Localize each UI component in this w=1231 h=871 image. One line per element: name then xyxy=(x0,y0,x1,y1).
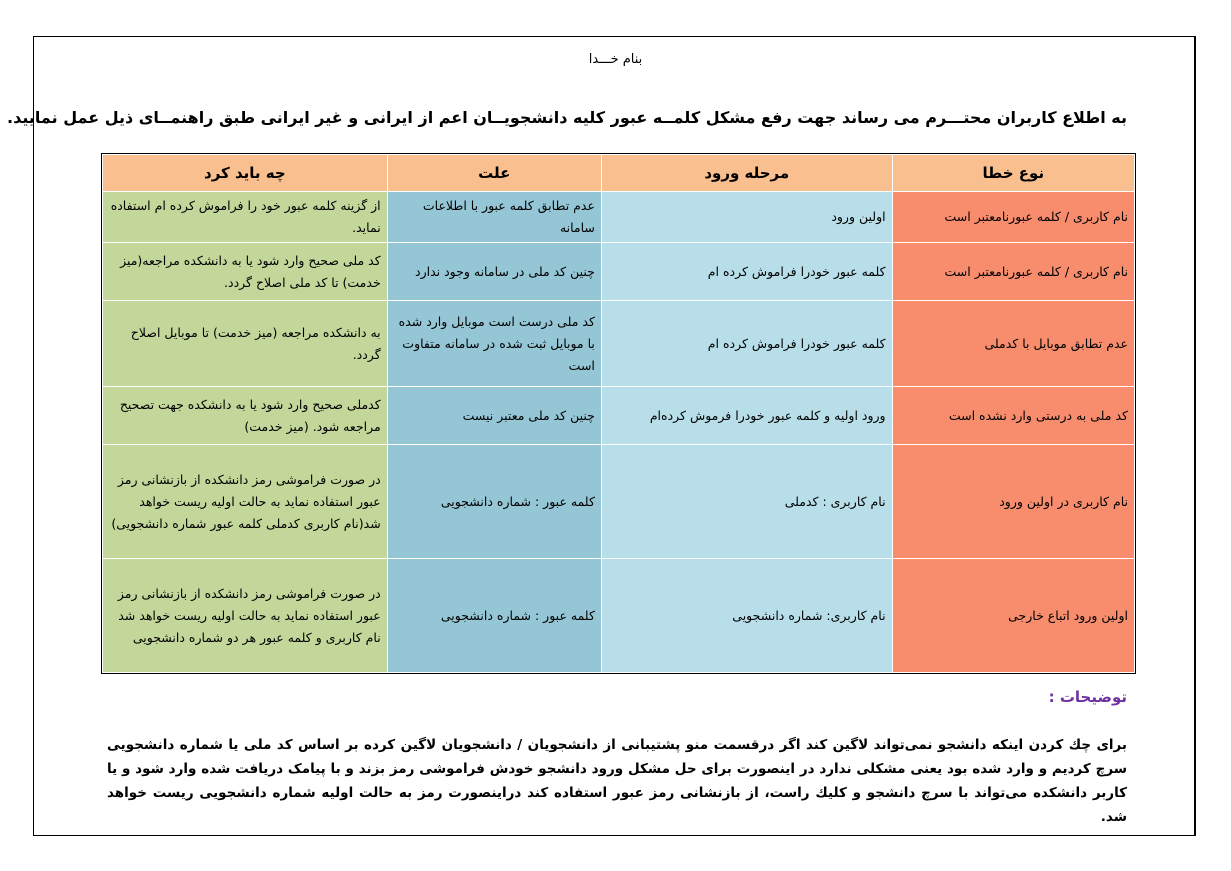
header-cause: علت xyxy=(387,155,601,192)
cell-cause: چنین کد ملی معتبر نیست xyxy=(387,387,601,445)
cell-login-step: کلمه عبور خودرا فراموش کرده ام xyxy=(601,243,892,301)
cell-cause: کلمه عبور : شماره دانشجویی xyxy=(387,559,601,673)
cell-what-to-do: کد ملی صحیح وارد شود یا به دانشکده مراجعه(میز خدمت) تا کد ملی اصلاح گردد. xyxy=(103,243,388,301)
cell-what-to-do: در صورت فراموشی رمز دانشکده از بازنشانی رمز عبور استفاده نماید به حالت اولیه ریست خواهد شد(نام کاربری کدملی کلمه عبور شماره دانشجویی) xyxy=(103,445,388,559)
header-what-to-do: چه باید کرد xyxy=(103,155,388,192)
cell-error-type: اولین ورود اتباع خارجی xyxy=(892,559,1134,673)
cell-login-step: کلمه عبور خودرا فراموش کرده ام xyxy=(601,301,892,387)
cell-what-to-do: در صورت فراموشی رمز دانشکده از بازنشانی رمز عبور استفاده نماید به حالت اولیه ریست خواهد شد نام کاربری و کلمه عبور هر دو شماره دانشجویی xyxy=(103,559,388,673)
table-row xyxy=(103,243,1135,301)
notes-heading: توضیحات : xyxy=(1048,688,1127,706)
cell-error-type: عدم تطابق موبایل با کدملی xyxy=(892,301,1134,387)
notes-body: برای چك كردن اینكه دانشجو نمی‌تواند لاگین كند اگر درقسمت منو پشتیبانی از دانشجویان / دانشجویان لاگین کرده بر اساس کد ملی یا شماره دانشجویی سرچ کردیم و وارد شده بود یعنی مشکلی ندارد در اینصورت برای حل مشکل ورود دانشجو خودش فراموشی رمز بزند و با پیامک دریافت شده وارد شود و یا کاربر دانشکده می‌تواند با سرچ دانشجو و کلیك راست، از بازنشانی رمز عبور استفاده کند دراینصورت رمز به حالت اولیه شماره دانشجویی ریست خواهد شد. xyxy=(107,737,1127,825)
table-header-row xyxy=(103,155,1135,192)
table-row xyxy=(103,387,1135,445)
cell-login-step: نام کاربری: شماره دانشجویی xyxy=(601,559,892,673)
cell-login-step: نام کاربری : کدملی xyxy=(601,445,892,559)
cell-cause: عدم تطابق کلمه عبور با اطلاعات سامانه xyxy=(387,192,601,243)
table-row xyxy=(103,301,1135,387)
cell-cause: کلمه عبور : شماره دانشجویی xyxy=(387,445,601,559)
cell-cause: چنین کد ملی در سامانه وجود ندارد xyxy=(387,243,601,301)
cell-error-type: نام کاربری / کلمه عبورنامعتبر است xyxy=(892,243,1134,301)
cell-error-type: کد ملی به درستی وارد نشده است xyxy=(892,387,1134,445)
cell-login-step: اولین ورود xyxy=(601,192,892,243)
intro-announcement: به اطلاع کاربران محتـــرم می رساند جهت رفع مشکل کلمــه عبور کلیه دانشجویــان اعم از ایرانی و غیر ایرانی طبق راهنمــای ذیل عمل نمایید. xyxy=(7,108,1127,127)
cell-cause: کد ملی درست است موبایل وارد شده با موبایل ثبت شده در سامانه متفاوت است xyxy=(387,301,601,387)
cell-login-step: ورود اولیه و کلمه عبور خودرا فرموش کرده‌ام xyxy=(601,387,892,445)
cell-error-type: نام کاربری در اولین ورود xyxy=(892,445,1134,559)
table-row xyxy=(103,559,1135,673)
header-login-step: مرحله ورود xyxy=(601,155,892,192)
cell-what-to-do: کدملی صحیح وارد شود یا به دانشکده جهت تصحیح مراجعه شود. (میز خدمت) xyxy=(103,387,388,445)
cell-what-to-do: به دانشکده مراجعه (میز خدمت) تا موبایل اصلاح گردد. xyxy=(103,301,388,387)
header-error-type: نوع خطا xyxy=(892,155,1134,192)
page-header-title: بنام خـــدا xyxy=(588,52,643,67)
table-row xyxy=(103,445,1135,559)
table-row xyxy=(103,192,1135,243)
cell-what-to-do: از گزینه کلمه عبور خود را فراموش کرده ام استفاده نماید. xyxy=(103,192,388,243)
error-guide-table xyxy=(102,154,1135,673)
cell-error-type: نام کاربری / کلمه عبورنامعتبر است xyxy=(892,192,1134,243)
